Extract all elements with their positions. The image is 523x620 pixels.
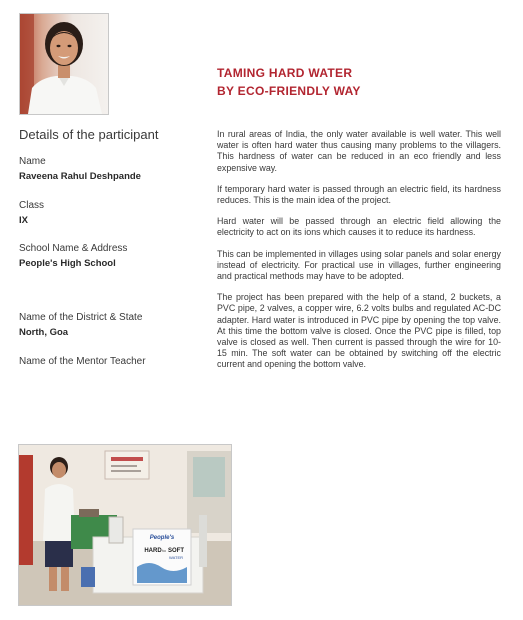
field-label: Name of the Mentor Teacher (19, 356, 146, 367)
paragraph: The project has been prepared with the help of a stand, 2 buckets, a PVC pipe, 2 valves, a copper wire, 6.2 volts bulbs and regulated AC-DC adapter. Hard water is introduced in PVC pipe by opening the top valve. At this time the bottom valve is closed. Once the PVC pipe is filled, top valve is closed as well. Then current is passed through the wire for 10-15 min. The soft water can be obtained by switching off the electric current and opening the bottom valve. (217, 292, 501, 370)
paragraph: This can be implemented in villages using solar panels and solar energy instead of electricity. For practical use in villages, further engineering and practical methods may have to be adopted. (217, 248, 501, 282)
field-label: Name of the District & State (19, 312, 143, 323)
field-school (19, 242, 127, 270)
field-value: IX (19, 215, 28, 226)
paragraph: In rural areas of India, the only water available is well water. This well water is often hard water thus causing many problems to the villagers. This hardness of water can be reduced in an eco friendly and less expensive way. (217, 129, 501, 173)
poster-line-4: WATER (169, 555, 183, 560)
title-line-1: TAMING HARD WATER (217, 66, 353, 80)
field-mentor (19, 355, 146, 370)
poster-brand: People's (149, 535, 175, 541)
paragraph: Hard water will be passed through an electric field allowing the electricity to act on its ions which causes it to reduce its hardness. (217, 216, 501, 238)
project-exhibit-photo (18, 444, 232, 606)
participant-details-heading: Details of the participant (19, 127, 159, 142)
field-name (19, 155, 141, 183)
participant-portrait-photo (19, 13, 109, 115)
field-label: Class (19, 200, 45, 211)
field-value: People's High School (19, 258, 116, 269)
field-class (19, 199, 44, 227)
field-district-state (19, 311, 142, 339)
field-label: School Name & Address (19, 243, 128, 254)
field-value: North, Goa (19, 327, 69, 338)
project-description (217, 129, 501, 381)
poster-line-1: HARD (144, 548, 162, 554)
poster-line-2: to (162, 548, 166, 553)
field-value: Raveena Rahul Deshpande (19, 171, 141, 182)
article-title (217, 64, 361, 100)
title-line-2: BY ECO-FRIENDLY WAY (217, 84, 361, 98)
poster-line-3: SOFT (168, 548, 184, 554)
paragraph: If temporary hard water is passed through an electric field, its hardness reduces. This is the main idea of the project. (217, 183, 501, 206)
field-label: Name (19, 156, 46, 167)
